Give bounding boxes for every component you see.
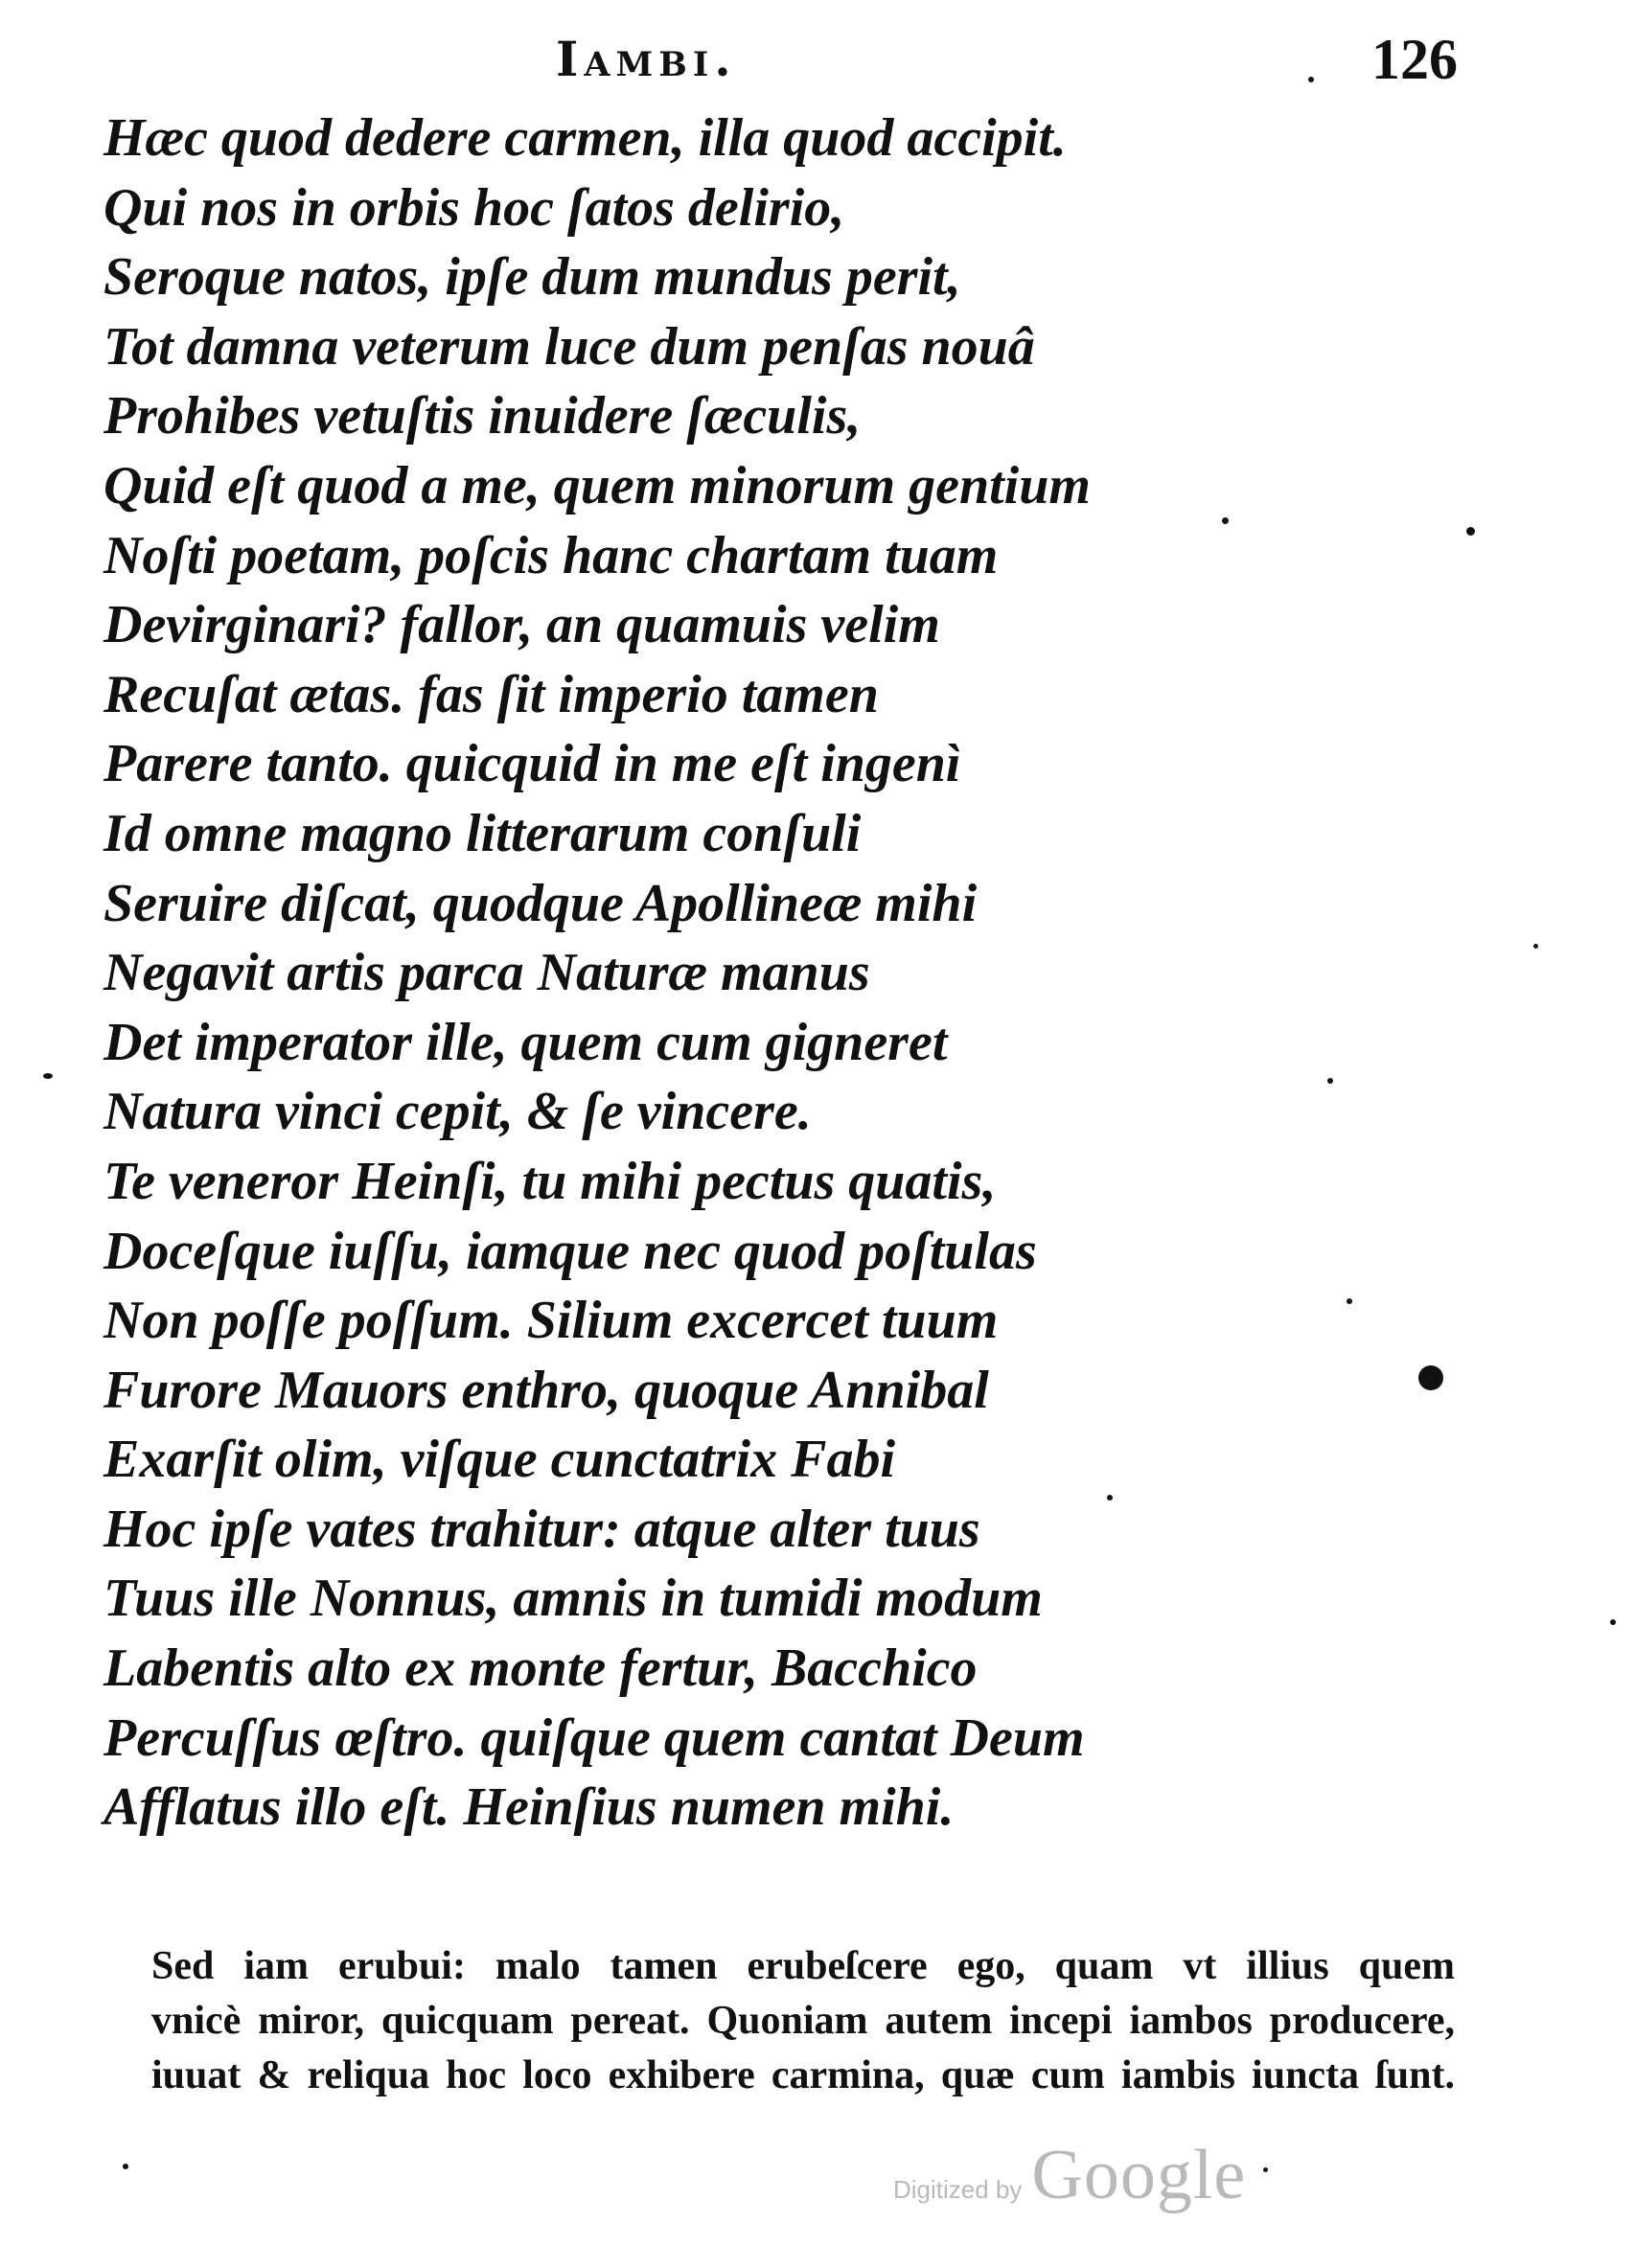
verse-line: Labentis alto ex monte fertur, Bacchico bbox=[104, 1638, 978, 1699]
ink-speck bbox=[123, 2164, 128, 2169]
verse-line: Devirginari? fallor, an quamuis velim bbox=[104, 595, 940, 655]
verse-line: Prohibes vetuſtis inuidere ſæculis, bbox=[104, 386, 862, 447]
ink-speck bbox=[1466, 527, 1475, 536]
prose-paragraph bbox=[151, 1939, 1455, 2103]
page-number: 126 bbox=[1371, 28, 1458, 91]
verse-line: Noſti poetam, poſcis hanc chartam tuam bbox=[104, 525, 999, 585]
running-head: Iambi. bbox=[556, 31, 737, 87]
ink-speck bbox=[1533, 944, 1538, 949]
digitized-watermark bbox=[893, 2135, 1246, 2216]
verse-line: Afflatus illo eſt. Heinſius numen mihi. bbox=[104, 1777, 955, 1838]
ink-speck bbox=[43, 1073, 53, 1079]
ink-speck bbox=[1222, 517, 1229, 524]
prose-line: vnicè miror, quicquam pereat. Quoniam autem incepi iambos producere, bbox=[151, 1999, 1455, 2043]
verse-line: Furore Mauors enthro, quoque Annibal bbox=[104, 1360, 989, 1420]
verse-line: Te veneror Heinſi, tu mihi pectus quatis, bbox=[104, 1151, 997, 1211]
verse-line: Negavit artis parca Naturæ manus bbox=[104, 943, 870, 1003]
verse-line: Tuus ille Nonnus, amnis in tumidi modum bbox=[104, 1569, 1043, 1629]
verse-line: Percuſſus œſtro. quiſque quem cantat Deum bbox=[104, 1707, 1085, 1768]
ink-speck bbox=[1418, 1365, 1443, 1390]
verse-line: Hæc quod dedere carmen, illa quod accipit. bbox=[104, 108, 1067, 168]
verse-line: Recuſat ætas. fas ſit imperio tamen bbox=[104, 664, 879, 724]
verse-line: Quid eſt quod a me, quem minorum gentium bbox=[104, 455, 1091, 515]
verse-block bbox=[104, 103, 1378, 1843]
ink-speck bbox=[1107, 1495, 1113, 1501]
verse-line: Seroque natos, ipſe dum mundus perit, bbox=[104, 247, 961, 308]
prose-line: iuuat & reliqua hoc loco exhibere carmina, quæ cum iambis iuncta ſunt. bbox=[151, 2053, 1455, 2097]
ink-speck bbox=[1263, 2167, 1268, 2172]
verse-line: Seruire diſcat, quodque Apollineæ mihi bbox=[104, 873, 978, 933]
verse-line: Id omne magno litterarum conſuli bbox=[104, 803, 862, 863]
watermark-prefix: Digitized by bbox=[893, 2175, 1023, 2204]
verse-line: Natura vinci cepit, & ſe vincere. bbox=[104, 1082, 812, 1142]
verse-line: Hoc ipſe vates trahitur: atque alter tuus bbox=[104, 1499, 980, 1559]
verse-line: Doceſque iuſſu, iamque nec quod poſtulas bbox=[104, 1221, 1037, 1281]
verse-line: Non poſſe poſſum. Silium excercet tuum bbox=[104, 1291, 999, 1351]
google-logo: Google bbox=[1031, 2136, 1247, 2214]
ink-speck bbox=[1327, 1078, 1333, 1084]
ink-speck bbox=[1610, 1619, 1616, 1625]
verse-line: Qui nos in orbis hoc ſatos delirio, bbox=[104, 177, 845, 238]
verse-line: Parere tanto. quicquid in me eſt ingenì bbox=[104, 734, 961, 794]
verse-line: Exarſit olim, viſque cunctatrix Fabi bbox=[104, 1430, 896, 1490]
ink-speck bbox=[1308, 77, 1314, 82]
ink-speck bbox=[1347, 1298, 1352, 1304]
verse-line: Det imperator ille, quem cum gigneret bbox=[104, 1012, 948, 1072]
verse-line: Tot damna veterum luce dum penſas nouâ bbox=[104, 316, 1035, 377]
prose-line: Sed iam erubui: malo tamen erubeſcere ego, quam vt illius quem bbox=[151, 1944, 1455, 1988]
